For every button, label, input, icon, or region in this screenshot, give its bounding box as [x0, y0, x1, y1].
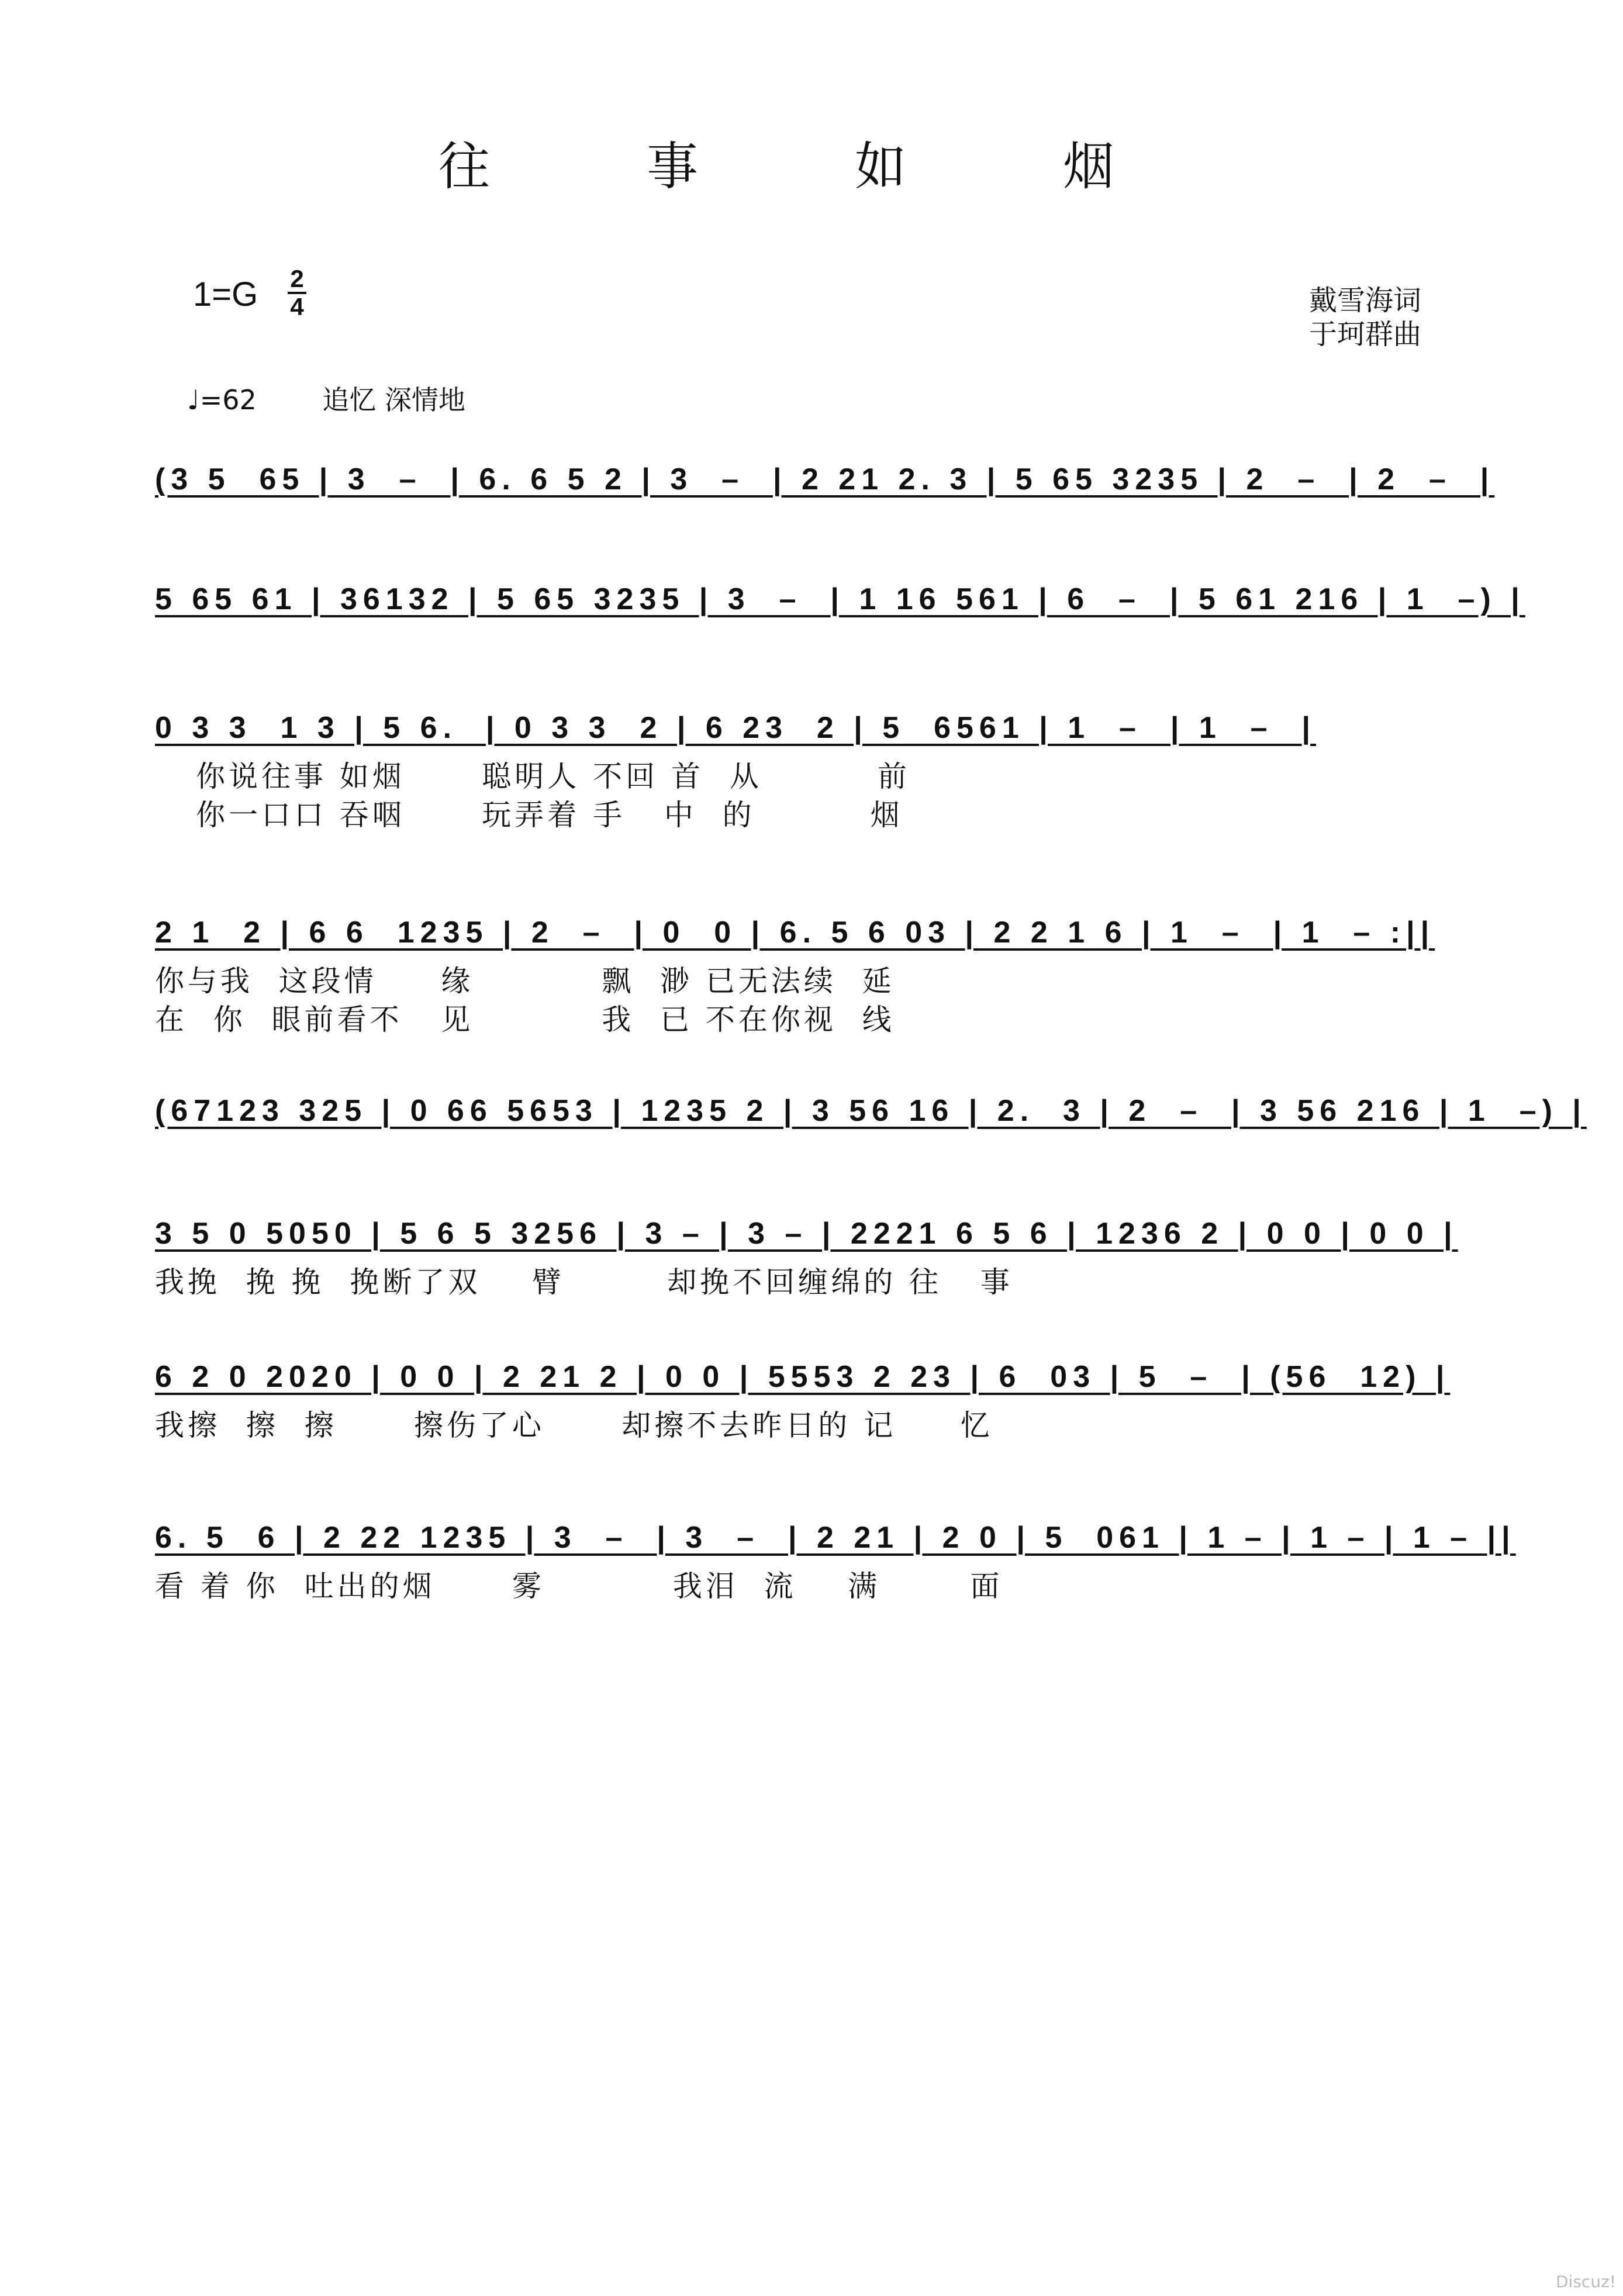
credits	[1309, 284, 1421, 351]
notes-text: (67123 325 | 0 66 5653 | 1235 2 | 3 56 16 | 2. 3 | 2 – | 3 56 216 | 1 –) |	[155, 1094, 1587, 1128]
notes-text: 6. 5 6 | 2 22 1235 | 3 – | 3 – | 2 21 | 2 0 | 5 061 | 1 – | 1 – | 1 – ||	[155, 1521, 1516, 1555]
lyric-verse-1: 看 着 你 吐出的烟 雾 我泪 流 满 面	[155, 1569, 1003, 1603]
notation-line	[155, 705, 1470, 745]
lyric-verse-1: 你说往事 如烟 聪明人 不回 首 从 前	[196, 759, 910, 793]
time-signature-top: 2	[290, 265, 304, 292]
expression-text: 追忆 深情地	[322, 384, 466, 416]
notation-line	[155, 1354, 1470, 1394]
score-row-1	[155, 456, 1495, 497]
song-title: 往 事 如 烟	[438, 136, 1185, 196]
notes-text: 2 1 2 | 6 6 1235 | 2 – | 0 0 | 6. 5 6 03 | 2 2 1 6 | 1 – | 1 – :||	[155, 916, 1435, 950]
notation-line	[155, 1087, 1587, 1128]
score-row-7	[155, 1354, 1470, 1445]
score-row-8	[155, 1514, 1516, 1606]
lyric-verse-2: 在 你 眼前看不 见 我 已 不在你视 线	[155, 1003, 895, 1037]
notes-text: (3 5 65 | 3 – | 6. 6 5 2 | 3 – | 2 21 2. 3 | 5 65 3235 | 2 – | 2 – |	[155, 462, 1495, 496]
score-row-3	[155, 705, 1470, 834]
lyric-verse-1: 我擦 擦 擦 擦伤了心 却擦不去昨日的 记 忆	[155, 1408, 993, 1442]
notation-line	[155, 576, 1525, 617]
watermark: Discuz!	[1556, 2272, 1616, 2291]
tempo-value: ♩=62	[187, 384, 257, 416]
notes-text: 5 65 61 | 36132 | 5 65 3235 | 3 – | 1 16 561 | 6 – | 5 61 216 | 1 –) |	[155, 582, 1525, 616]
notation-line	[155, 909, 1470, 950]
time-signature	[285, 266, 309, 320]
tempo-marking	[187, 379, 465, 417]
notation-line	[155, 1210, 1470, 1251]
lyric-verse-2: 你一口口 吞咽 玩弄着 手 中 的 烟	[196, 798, 903, 832]
notes-text: 6 2 0 2020 | 0 0 | 2 21 2 | 0 0 | 5553 2 23 | 6 03 | 5 – | (56 12) |	[155, 1360, 1451, 1394]
score-row-2	[155, 576, 1525, 617]
score-row-5	[155, 1087, 1587, 1128]
notes-text: 0 3 3 1 3 | 5 6. | 0 3 3 2 | 6 23 2 | 5 6561 | 1 – | 1 – |	[155, 711, 1317, 745]
score-row-4	[155, 909, 1470, 1039]
notes-text: 3 5 0 5050 | 5 6 5 3256 | 3 – | 3 – | 2221 6 5 6 | 1236 2 | 0 0 | 0 0 |	[155, 1217, 1458, 1251]
score-row-6	[155, 1210, 1470, 1301]
lyric-verse-1: 我挽 挽 挽 挽断了双 臂 却挽不回缠绵的 往 事	[155, 1265, 1013, 1299]
lyric-verse-1: 你与我 这段情 缘 飘 渺 已无法续 延	[155, 964, 895, 998]
composer: 于珂群曲	[1308, 318, 1421, 351]
time-signature-bottom: 4	[290, 293, 304, 320]
notation-line	[155, 456, 1495, 497]
key-signature: 1=G	[193, 275, 258, 313]
lyricist: 戴雪海词	[1308, 284, 1421, 317]
notation-line	[155, 1514, 1516, 1555]
